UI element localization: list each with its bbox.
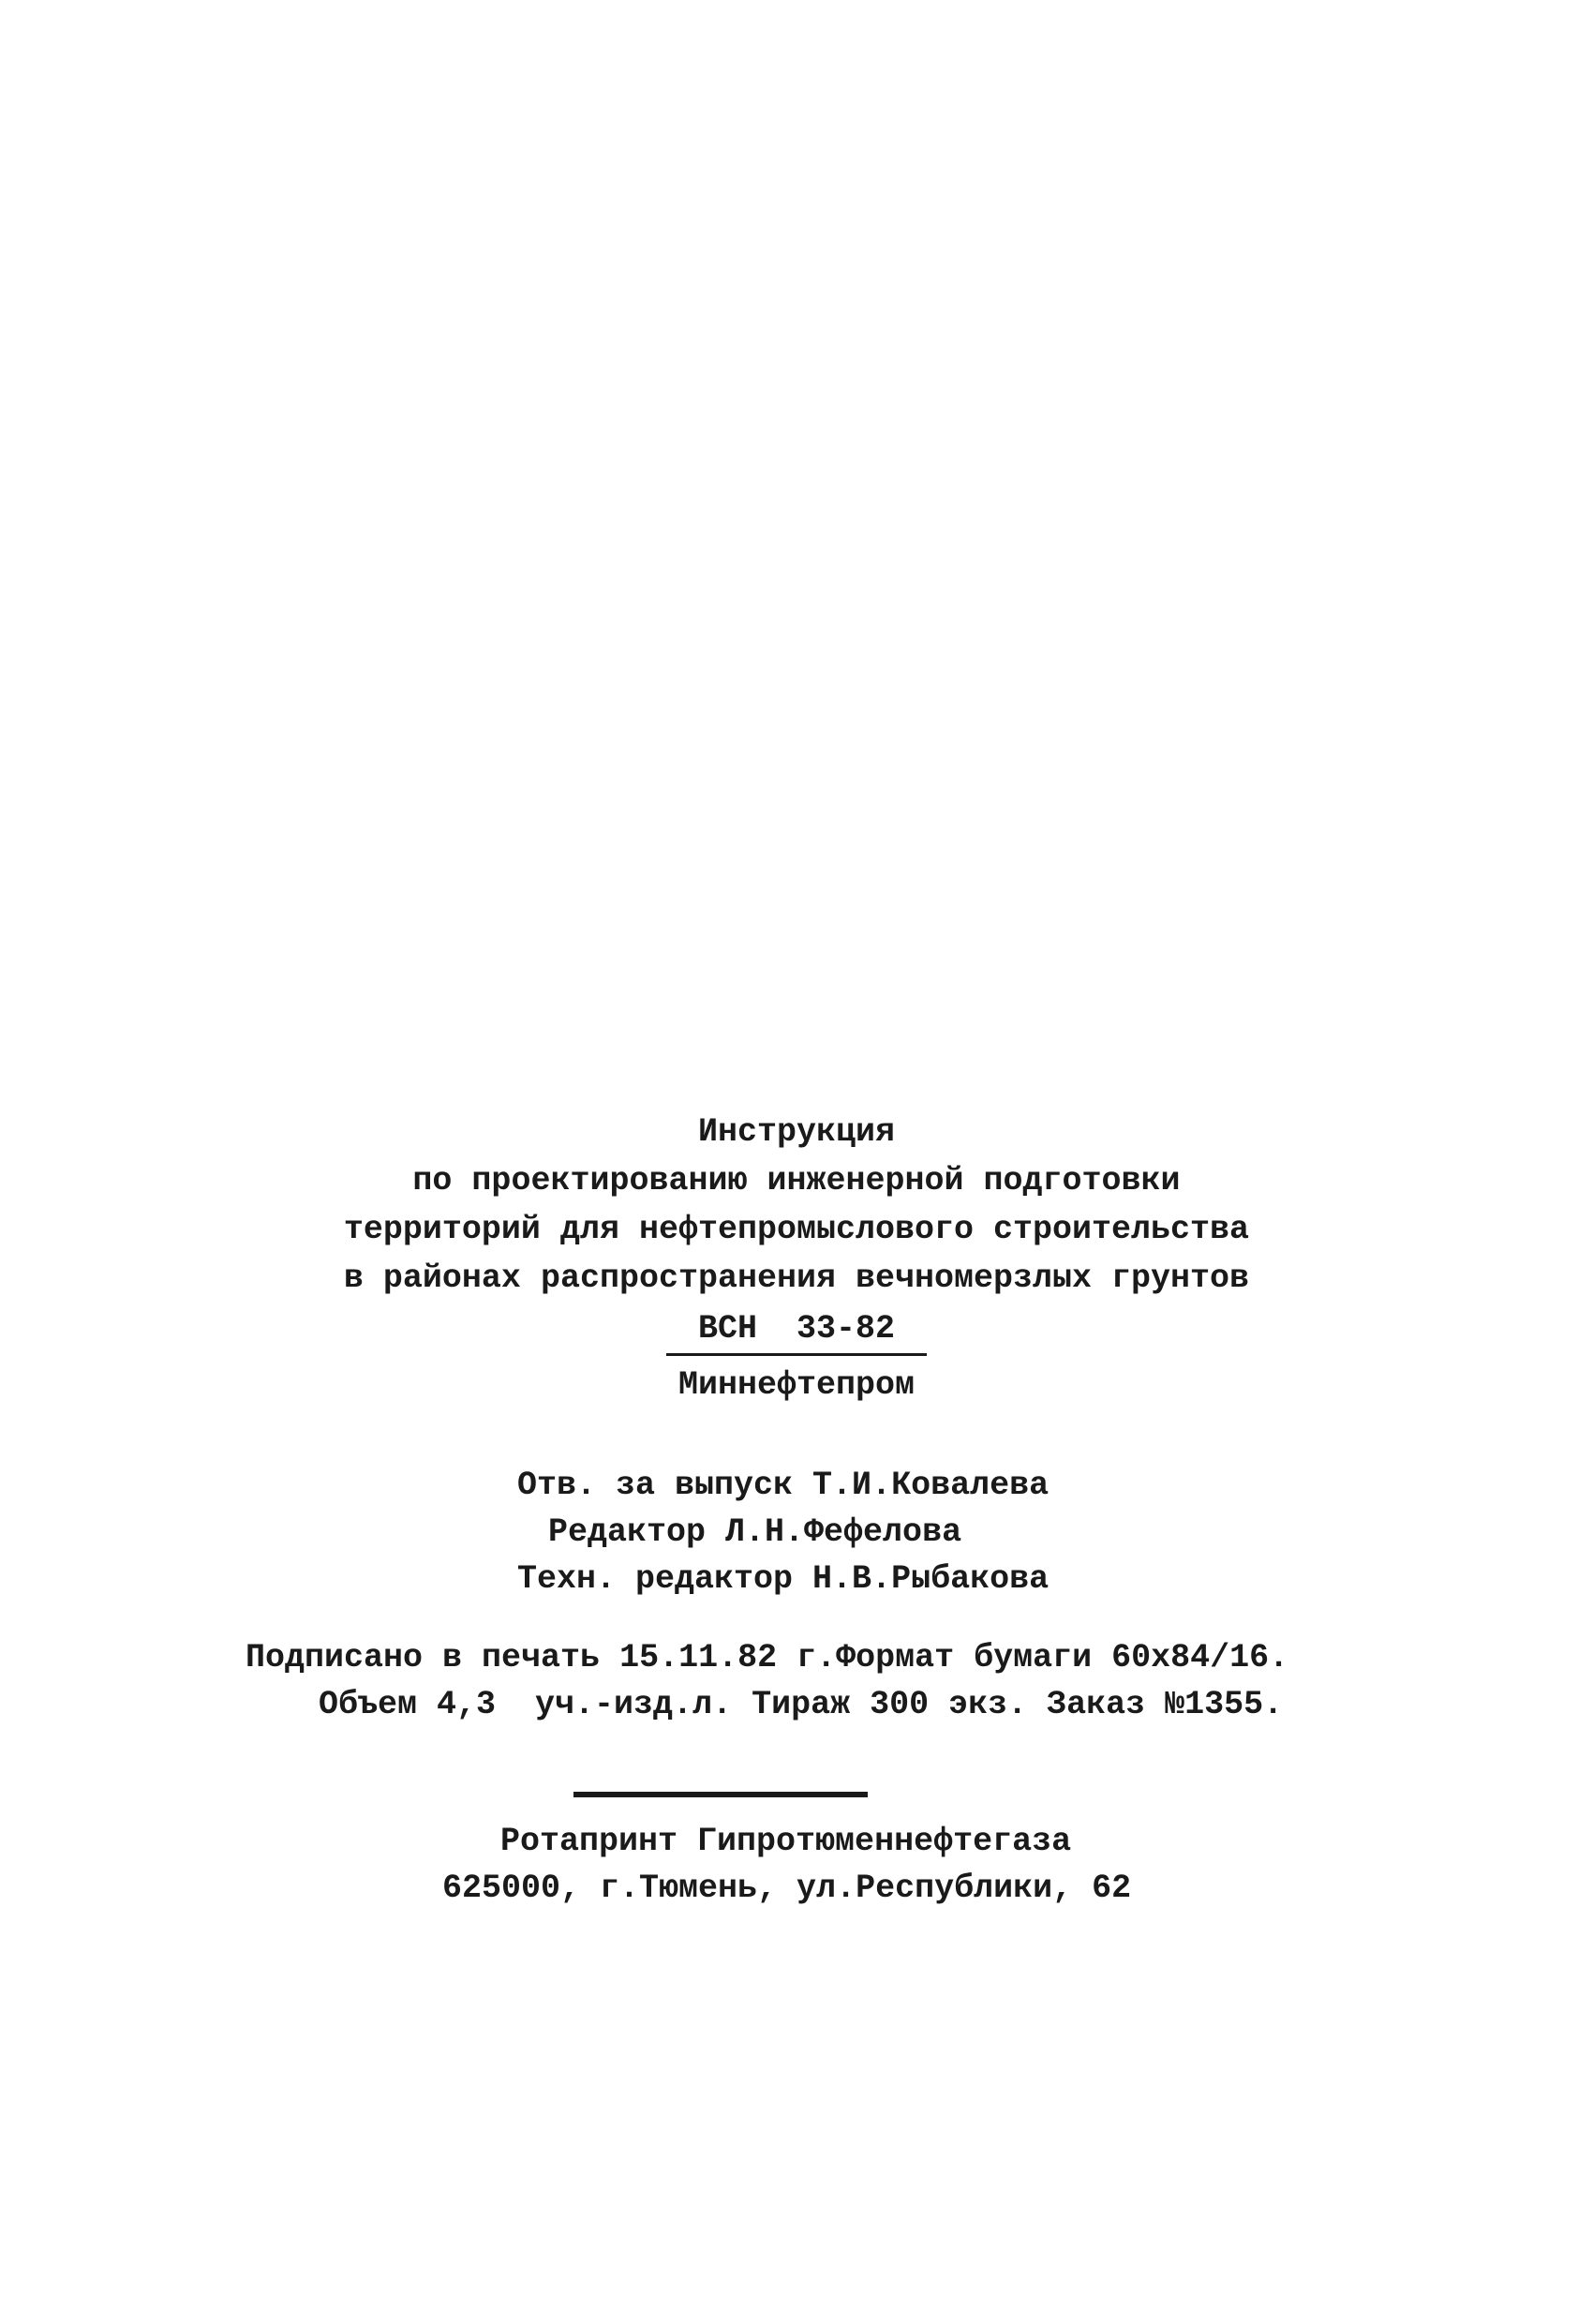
document-code-block <box>0 1308 1593 1356</box>
imprint-line-2: Объем 4,3 уч.-изд.л. Тираж 300 экз. Заказ №1355. <box>319 1686 1284 1723</box>
title-line-3: территорий для нефтепромыслового строительства <box>343 1211 1250 1248</box>
title-line-1: Инструкция <box>697 1113 896 1151</box>
document-code: ВСН 33-82 <box>666 1308 927 1356</box>
responsible-person: Отв. за выпуск Т.И.Ковалева <box>517 1467 1050 1504</box>
title-line-2: по проектированию инженерной подготовки <box>412 1162 1181 1199</box>
separator-rule <box>573 1792 868 1797</box>
editor: Редактор Л.Н.Фефелова <box>548 1513 962 1551</box>
printer-name: Ротапринт Гипротюменнефтегаза <box>500 1823 1072 1860</box>
title-line-4: в районах распространения вечномерзлых грунтов <box>343 1259 1250 1297</box>
ministry: Миннефтепром <box>677 1366 916 1404</box>
imprint-line-1: Подписано в печать 15.11.82 г.Формат бумаги 60х84/16. <box>246 1639 1289 1676</box>
printer-address: 625000, г.Тюмень, ул.Республики, 62 <box>442 1870 1132 1907</box>
tech-editor: Техн. редактор Н.В.Рыбакова <box>517 1560 1050 1598</box>
